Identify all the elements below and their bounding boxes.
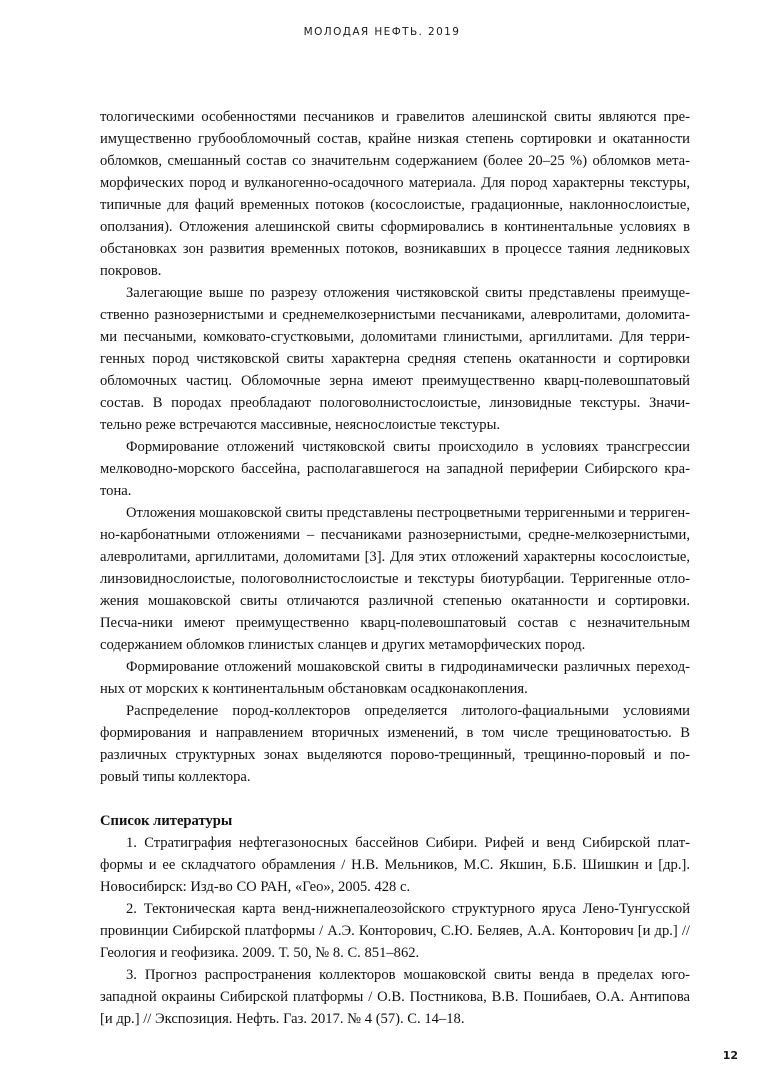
reference-item: 2. Тектоническая карта венд-нижнепалеозойского структурного яруса Лено-Тунгусской провинции Сибирской платформы / А.Э. Конторович, С.Ю. Беляев, А.А. Конторович [и др.] // Геология и геофизика. 2009. Т. 50, № 8. С. 851–862. — [100, 901, 690, 961]
paragraph: Отложения мошаковской свиты представлены пестроцветными терригенными и терриген-но-карбонатными отложениями – песчаниками разнозернистыми, средне-мелкозернистыми, алевролитами, аргиллитами, доломитами [3]. Для этих отложений характерны косослоистые, линзовиднослоистые, пологоволнистослоистые и текстуры биотурбации. Терригенные отло-жения мошаковской свиты отличаются различной степенью окатанности и сортировки. Песча-ники имеют преимущественно кварц-полевошпатовый состав с незначительным содержанием обломков глинистых сланцев и других метаморфических пород. — [100, 505, 690, 653]
reference-item: 3. Прогноз распространения коллекторов мошаковской свиты венда в пределах юго-западной окраины Сибирской платформы / О.В. Постникова, В.В. Пошибаев, О.А. Антипова [и др.] // Экспозиция. Нефть. Газ. 2017. № 4 (57). С. 14–18. — [100, 967, 690, 1027]
page-number: 12 — [722, 1049, 738, 1062]
running-header: МОЛОДАЯ НЕФТЬ. 2019 — [303, 26, 461, 38]
reference-item: 1. Стратиграфия нефтегазоносных бассейнов Сибири. Рифей и венд Сибирской плат-формы и ее складчатого обрамления / Н.В. Мельников, М.С. Якшин, Б.Б. Шишкин и [др.]. Новосибирск: Изд-во СО РАН, «Гео», 2005. 428 с. — [100, 835, 690, 895]
paragraph: Формирование отложений чистяковской свиты происходило в условиях трансгрессии мелководно-морского бассейна, располагавшегося на западной периферии Сибирского кра-тона. — [100, 439, 690, 499]
references-title: Список литературы — [100, 813, 233, 829]
paragraph: Залегающие выше по разрезу отложения чистяковской свиты представлены преимуще-ственно разнозернистыми и среднемелкозернистыми песчаниками, алевролитами, доломита-ми песчаными, комковато-сгустковыми, доломитами глинистыми, аргиллитами. Для терри-генных пород чистяковской свиты характерна средняя степень окатанности и сортировки обломочных частиц. Обломочные зерна имеют преимущественно кварц-полевошпатовый состав. В породах преобладают пологоволнистослоистые, линзовидные текстуры. Значи-тельно реже встречаются массивные, неяснослоистые текстуры. — [100, 285, 690, 433]
paragraph: Распределение пород-коллекторов определяется литолого-фациальными условиями формирования и направлением вторичных изменений, в том числе трещиноватостью. В различных структурных зонах выделяются порово-трещинный, трещинно-поровый и по-ровый типы коллектора. — [100, 703, 690, 785]
article-body — [100, 106, 690, 1030]
paragraph: Формирование отложений мошаковской свиты в гидродинамически различных переход-ных от морских к континентальным обстановкам осадконакопления. — [100, 659, 690, 697]
paragraph: тологическими особенностями песчаников и гравелитов алешинской свиты являются пре-имущественно грубообломочный состав, крайне низкая степень сортировки и окатанности обломков, смешанный состав со значительнм содержанием (более 20–25 %) обломков мета-морфических пород и вулканогенно-осадочного материала. Для пород характерны текстуры, типичные для фаций временных потоков (косослоистые, градационные, наклоннослоистые, оползания). Отложения алешинской свиты сформировались в континентальные условиях в обстановках зон развития временных потоков, возникавших в процессе таяния ледниковых покровов. — [100, 109, 690, 279]
